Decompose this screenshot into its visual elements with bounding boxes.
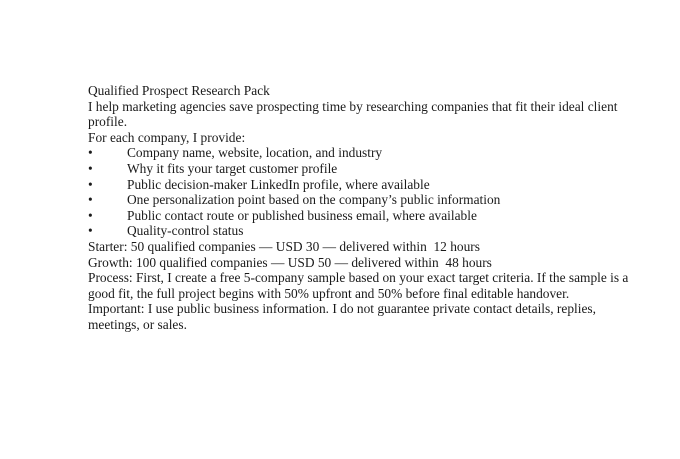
- bullet-icon: •: [88, 223, 93, 239]
- intro-paragraph: I help marketing agencies save prospecting time by researching companies that fit their ideal client profile.: [88, 98, 621, 130]
- process-paragraph: Process: First, I create a free 5-company sample based on your exact target criteria. If the sample is a good fit, the full project begins with 50% upfront and 50% before final editable handover.: [88, 270, 632, 301]
- list-item-text: Company name, website, location, and industry: [127, 145, 383, 161]
- provide-heading: For each company, I provide:: [88, 129, 246, 145]
- bullet-icon: •: [88, 160, 93, 176]
- deliverables-list: [88, 145, 648, 239]
- starter-package: Starter: 50 qualified companies — USD 30 — delivered within 12 hours: [88, 238, 480, 254]
- list-item: [88, 208, 648, 224]
- document-title: Qualified Prospect Research Pack: [88, 83, 270, 98]
- document-body: [88, 83, 648, 333]
- list-item-text: One personalization point based on the company’s public information: [127, 192, 501, 208]
- list-item-text: Public decision-maker LinkedIn profile, where available: [127, 176, 430, 192]
- list-item-text: Public contact route or published business email, where available: [127, 207, 477, 223]
- list-item-text: Quality-control status: [127, 223, 244, 239]
- growth-package: Growth: 100 qualified companies — USD 50 — delivered within 48 hours: [88, 254, 492, 270]
- bullet-icon: •: [88, 176, 93, 192]
- bullet-icon: •: [88, 145, 93, 161]
- list-item-text: Why it fits your target customer profile: [127, 160, 338, 176]
- important-paragraph: Important: I use public business information. I do not guarantee private contact details, replies, meetings, or sales.: [88, 301, 600, 332]
- bullet-icon: •: [88, 207, 93, 223]
- list-item: [88, 177, 648, 193]
- list-item: [88, 223, 648, 239]
- list-item: [88, 161, 648, 177]
- bullet-icon: •: [88, 192, 93, 208]
- list-item: [88, 192, 648, 208]
- list-item: [88, 145, 648, 161]
